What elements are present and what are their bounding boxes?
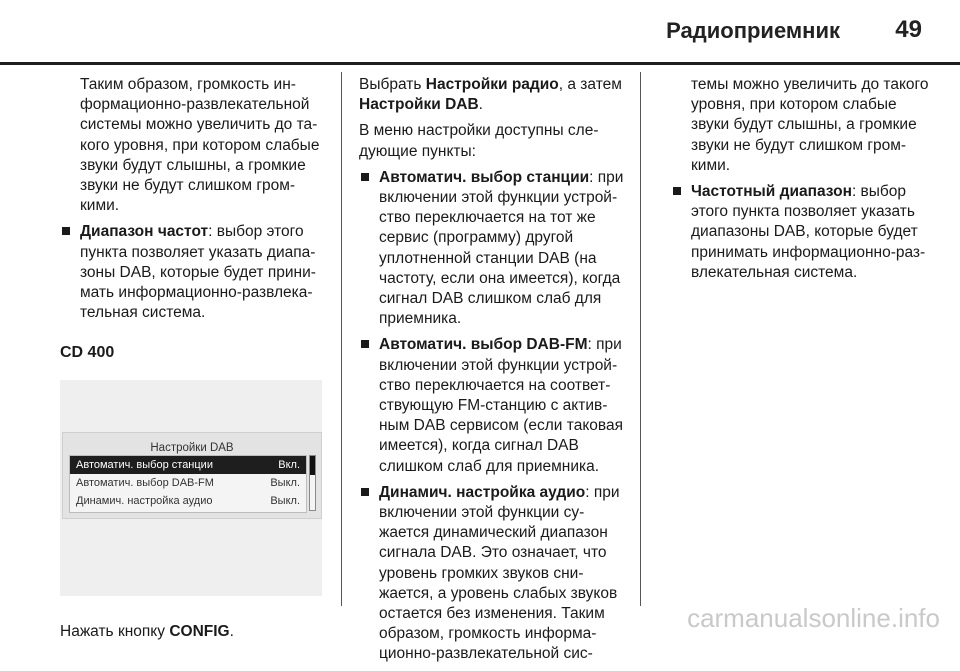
text-line: : при [587, 336, 622, 354]
text-line: слишком слаб для приемника. [379, 457, 600, 475]
intro-paragraph [60, 75, 332, 216]
text-line: В меню настройки доступны сле- [359, 122, 599, 140]
text-line: диапазоны DAB, которые будет [691, 223, 918, 241]
instruction-text: , а затем [558, 76, 622, 93]
text-line: зоны DAB, которые будет прини- [80, 263, 316, 281]
press-config-instruction [60, 622, 332, 642]
dab-settings-screen [60, 380, 322, 596]
text-line: Таким образом, громкость ин- [80, 76, 296, 93]
text-line: кими. [80, 197, 120, 215]
bullet-frequency-range [60, 222, 332, 323]
bullet-term: Диапазон частот [80, 223, 209, 241]
header-rule [0, 62, 960, 65]
bullet-square-icon [361, 173, 369, 181]
watermark: carmanualsonline.info [687, 603, 940, 633]
column-1 [60, 75, 332, 648]
bullet-term: Динамич. настройка аудио [379, 483, 586, 501]
bullet-term: Автоматич. выбор станции [379, 168, 590, 186]
text-line: : выбор этого [208, 223, 304, 241]
text-line: звуки не будут слишком гром- [691, 136, 907, 154]
menu-row-auto-station[interactable] [70, 456, 306, 474]
continuation-paragraph [671, 75, 931, 176]
text-line: звуки не будут слишком гром- [80, 177, 296, 195]
text-line: сигнал DAB слишком слаб для [379, 290, 602, 308]
page-header [0, 0, 960, 62]
text-line: звуки будут слышны, а громкие [80, 156, 306, 174]
bullet-auto-dab-fm [359, 335, 631, 476]
text-line: жается динамический диапазон [379, 524, 608, 542]
bullet-term: Частотный диапазон [691, 183, 852, 201]
column-divider [640, 72, 641, 606]
page-number: 49 [895, 16, 922, 43]
text-line: сигнала DAB. Это означает, что [379, 544, 607, 562]
instruction-text: Выбрать [359, 76, 426, 93]
text-line: уровня, при котором слабые [691, 96, 897, 114]
menu-row-label: Динамич. настройка аудио [76, 494, 213, 507]
text-line: системы можно увеличить до та- [80, 116, 318, 134]
model-heading: CD 400 [60, 344, 115, 362]
instruction-end: . [229, 622, 234, 640]
text-line: включении этой функции су- [379, 504, 585, 522]
screen-title: Настройки DAB [150, 441, 234, 454]
text-line: принимать информационно-раз- [691, 243, 926, 261]
bullet-dynamic-audio [359, 483, 631, 665]
screen-menu-list [69, 455, 307, 513]
text-line: темы можно увеличить до такого [691, 76, 929, 93]
menu-row-value: Выкл. [270, 476, 300, 489]
text-line: дующие пункты: [359, 142, 476, 160]
text-line: ным DAB сервисом (если таковая [379, 417, 623, 435]
scrollbar-thumb[interactable] [310, 456, 315, 475]
column-3 [671, 75, 931, 289]
screen-scrollbar[interactable] [309, 455, 316, 511]
instruction-end: . [478, 96, 483, 114]
text-line: ство переключается на соответ- [379, 376, 611, 394]
text-line: уровень громких звуков сни- [379, 564, 584, 582]
menu-row-value: Выкл. [270, 494, 300, 507]
column-divider [341, 72, 342, 606]
menu-row-label: Автоматич. выбор DAB-FM [76, 476, 214, 489]
text-line: мать информационно-развлека- [80, 284, 313, 302]
instruction-text: Нажать кнопку [60, 622, 170, 640]
text-line: остается без изменения. Таким [379, 605, 605, 623]
config-key-label: CONFIG [169, 622, 230, 640]
text-line: ствующую FM-станцию с актив- [379, 397, 608, 415]
menu-row-dynamic-audio[interactable] [70, 492, 306, 510]
bullet-square-icon [673, 187, 681, 195]
menu-intro [359, 121, 631, 161]
menu-item-radio-settings: Настройки радио [425, 76, 559, 93]
text-line: кими. [691, 156, 731, 174]
text-line: включении этой функции устрой- [379, 356, 618, 374]
text-line: : при [589, 168, 624, 186]
text-line: приемника. [379, 310, 462, 328]
text-line: ство переключается на тот же [379, 209, 596, 227]
bullet-term: Автоматич. выбор DAB-FM [379, 336, 588, 354]
text-line: уплотненной станции DAB (на [379, 249, 597, 267]
text-line: формационно-развлекательной [80, 96, 310, 114]
menu-item-dab-settings: Настройки DAB [359, 96, 479, 114]
text-line: частоту, если она имеется), когда [379, 269, 621, 287]
bullet-square-icon [361, 340, 369, 348]
text-line: кого уровня, при котором слабые [80, 136, 320, 154]
bullet-frequency-band [671, 182, 931, 283]
section-title: Радиоприемник [666, 18, 840, 43]
menu-row-value: Вкл. [278, 458, 300, 471]
text-line: ционно-развлекательной сис- [379, 645, 593, 663]
text-line: имеется), когда сигнал DAB [379, 437, 579, 455]
menu-row-label: Автоматич. выбор станции [76, 458, 213, 471]
text-line: жается, а уровень слабых звуков [379, 584, 618, 602]
column-2 [359, 75, 631, 671]
text-line: : выбор [851, 183, 907, 201]
select-instruction [359, 75, 631, 115]
text-line: включении этой функции устрой- [379, 189, 618, 207]
screen-panel [62, 432, 322, 519]
bullet-square-icon [62, 227, 70, 235]
text-line: : при [585, 483, 620, 501]
text-line: этого пункта позволяет указать [691, 203, 915, 221]
text-line: сервис (программу) другой [379, 229, 574, 247]
text-line: тельная система. [80, 304, 206, 322]
bullet-auto-station [359, 168, 631, 330]
text-line: образом, громкость информа- [379, 625, 597, 643]
text-line: звуки будут слышны, а громкие [691, 116, 917, 134]
bullet-square-icon [361, 488, 369, 496]
text-line: пункта позволяет указать диапа- [80, 243, 316, 261]
menu-row-auto-dab-fm[interactable] [70, 474, 306, 492]
text-line: влекательная система. [691, 263, 858, 281]
